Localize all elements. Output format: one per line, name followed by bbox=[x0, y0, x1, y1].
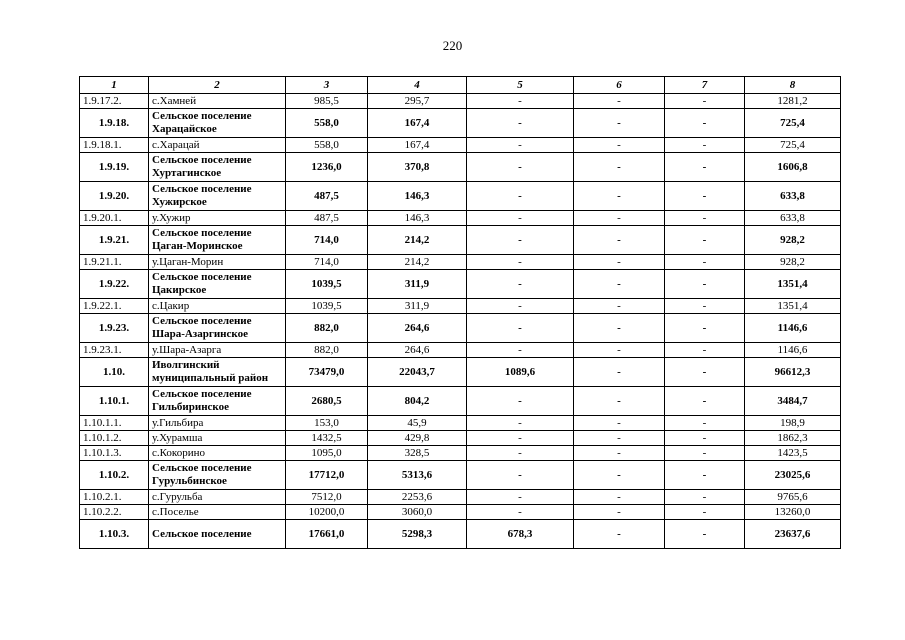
value-cell: - bbox=[665, 109, 745, 138]
table-row bbox=[80, 226, 841, 255]
value-cell: 2253,6 bbox=[368, 490, 467, 505]
value-cell: 558,0 bbox=[286, 109, 368, 138]
value-cell: 558,0 bbox=[286, 138, 368, 153]
value-cell: - bbox=[574, 343, 665, 358]
value-cell: 328,5 bbox=[368, 446, 467, 461]
value-cell: - bbox=[467, 314, 574, 343]
value-cell: 22043,7 bbox=[368, 358, 467, 387]
table-row bbox=[80, 520, 841, 549]
value-cell: - bbox=[574, 94, 665, 109]
value-cell: - bbox=[665, 461, 745, 490]
value-cell: - bbox=[467, 182, 574, 211]
value-cell: 714,0 bbox=[286, 226, 368, 255]
value-cell: - bbox=[665, 446, 745, 461]
row-code-cell: 1.10.1.2. bbox=[80, 431, 149, 446]
value-cell: - bbox=[665, 138, 745, 153]
row-name-cell: Сельское поселение Гильбиринское bbox=[149, 387, 286, 416]
value-cell: - bbox=[665, 490, 745, 505]
row-name-cell: с.Кокорино bbox=[149, 446, 286, 461]
row-name-cell: Сельское поселение Хужирское bbox=[149, 182, 286, 211]
value-cell: 5298,3 bbox=[368, 520, 467, 549]
value-cell: - bbox=[665, 255, 745, 270]
value-cell: 1039,5 bbox=[286, 270, 368, 299]
value-cell: 725,4 bbox=[745, 138, 841, 153]
value-cell: - bbox=[467, 387, 574, 416]
value-cell: - bbox=[574, 416, 665, 431]
row-code-cell: 1.10.2.2. bbox=[80, 505, 149, 520]
value-cell: 3060,0 bbox=[368, 505, 467, 520]
value-cell: 146,3 bbox=[368, 182, 467, 211]
value-cell: 23637,6 bbox=[745, 520, 841, 549]
table-row bbox=[80, 343, 841, 358]
value-cell: 928,2 bbox=[745, 226, 841, 255]
value-cell: 1146,6 bbox=[745, 343, 841, 358]
column-header: 6 bbox=[574, 77, 665, 94]
value-cell: 1095,0 bbox=[286, 446, 368, 461]
value-cell: 167,4 bbox=[368, 109, 467, 138]
value-cell: 2680,5 bbox=[286, 387, 368, 416]
table-row bbox=[80, 153, 841, 182]
value-cell: 882,0 bbox=[286, 343, 368, 358]
row-code-cell: 1.10.2. bbox=[80, 461, 149, 490]
row-code-cell: 1.9.22.1. bbox=[80, 299, 149, 314]
value-cell: 1146,6 bbox=[745, 314, 841, 343]
row-name-cell: с.Поселье bbox=[149, 505, 286, 520]
value-cell: - bbox=[574, 226, 665, 255]
table-row bbox=[80, 387, 841, 416]
value-cell: 214,2 bbox=[368, 226, 467, 255]
value-cell: 153,0 bbox=[286, 416, 368, 431]
value-cell: - bbox=[574, 182, 665, 211]
row-name-cell: Сельское поселение Цакирское bbox=[149, 270, 286, 299]
value-cell: - bbox=[467, 343, 574, 358]
row-name-cell: Иволгинский муниципальный район bbox=[149, 358, 286, 387]
value-cell: - bbox=[467, 416, 574, 431]
row-name-cell: у.Гильбира bbox=[149, 416, 286, 431]
row-name-cell: с.Харацай bbox=[149, 138, 286, 153]
column-header: 2 bbox=[149, 77, 286, 94]
value-cell: - bbox=[665, 416, 745, 431]
value-cell: - bbox=[467, 431, 574, 446]
value-cell: - bbox=[665, 182, 745, 211]
value-cell: 264,6 bbox=[368, 343, 467, 358]
value-cell: 264,6 bbox=[368, 314, 467, 343]
value-cell: 198,9 bbox=[745, 416, 841, 431]
column-header: 5 bbox=[467, 77, 574, 94]
row-code-cell: 1.10. bbox=[80, 358, 149, 387]
table-row bbox=[80, 299, 841, 314]
value-cell: 45,9 bbox=[368, 416, 467, 431]
value-cell: 23025,6 bbox=[745, 461, 841, 490]
row-name-cell: у.Хужир bbox=[149, 211, 286, 226]
column-header: 8 bbox=[745, 77, 841, 94]
row-code-cell: 1.10.2.1. bbox=[80, 490, 149, 505]
value-cell: 311,9 bbox=[368, 270, 467, 299]
table-row bbox=[80, 182, 841, 211]
value-cell: 1089,6 bbox=[467, 358, 574, 387]
value-cell: 633,8 bbox=[745, 211, 841, 226]
value-cell: - bbox=[574, 520, 665, 549]
value-cell: - bbox=[665, 211, 745, 226]
value-cell: - bbox=[665, 387, 745, 416]
table-body bbox=[80, 94, 841, 549]
value-cell: 9765,6 bbox=[745, 490, 841, 505]
page-number: 220 bbox=[442, 38, 463, 53]
value-cell: 167,4 bbox=[368, 138, 467, 153]
row-code-cell: 1.10.1. bbox=[80, 387, 149, 416]
value-cell: - bbox=[467, 270, 574, 299]
value-cell: 1281,2 bbox=[745, 94, 841, 109]
value-cell: - bbox=[574, 446, 665, 461]
table-row bbox=[80, 211, 841, 226]
value-cell: - bbox=[467, 153, 574, 182]
row-code-cell: 1.9.18.1. bbox=[80, 138, 149, 153]
value-cell: - bbox=[665, 226, 745, 255]
value-cell: - bbox=[665, 94, 745, 109]
table-row bbox=[80, 431, 841, 446]
value-cell: - bbox=[665, 520, 745, 549]
table-row bbox=[80, 505, 841, 520]
row-code-cell: 1.9.23. bbox=[80, 314, 149, 343]
row-name-cell: у.Шара-Азарга bbox=[149, 343, 286, 358]
value-cell: - bbox=[467, 446, 574, 461]
row-name-cell: с.Хамней bbox=[149, 94, 286, 109]
value-cell: 714,0 bbox=[286, 255, 368, 270]
value-cell: - bbox=[574, 299, 665, 314]
value-cell: - bbox=[574, 461, 665, 490]
row-name-cell: Сельское поселение bbox=[149, 520, 286, 549]
value-cell: 678,3 bbox=[467, 520, 574, 549]
value-cell: 725,4 bbox=[745, 109, 841, 138]
table-row bbox=[80, 314, 841, 343]
row-code-cell: 1.9.17.2. bbox=[80, 94, 149, 109]
row-name-cell: Сельское поселение Гурульбинское bbox=[149, 461, 286, 490]
value-cell: 1862,3 bbox=[745, 431, 841, 446]
value-cell: - bbox=[665, 314, 745, 343]
value-cell: 1039,5 bbox=[286, 299, 368, 314]
header-row bbox=[80, 77, 841, 94]
value-cell: - bbox=[665, 358, 745, 387]
value-cell: 7512,0 bbox=[286, 490, 368, 505]
value-cell: 882,0 bbox=[286, 314, 368, 343]
value-cell: 5313,6 bbox=[368, 461, 467, 490]
row-code-cell: 1.10.3. bbox=[80, 520, 149, 549]
value-cell: 1236,0 bbox=[286, 153, 368, 182]
row-code-cell: 1.9.20.1. bbox=[80, 211, 149, 226]
value-cell: - bbox=[665, 299, 745, 314]
value-cell: - bbox=[467, 255, 574, 270]
value-cell: - bbox=[467, 94, 574, 109]
value-cell: 633,8 bbox=[745, 182, 841, 211]
value-cell: - bbox=[665, 270, 745, 299]
row-code-cell: 1.9.21. bbox=[80, 226, 149, 255]
value-cell: 311,9 bbox=[368, 299, 467, 314]
value-cell: 3484,7 bbox=[745, 387, 841, 416]
column-header: 4 bbox=[368, 77, 467, 94]
value-cell: 17661,0 bbox=[286, 520, 368, 549]
row-code-cell: 1.9.21.1. bbox=[80, 255, 149, 270]
table-row bbox=[80, 138, 841, 153]
value-cell: - bbox=[467, 138, 574, 153]
value-cell: - bbox=[665, 153, 745, 182]
value-cell: 487,5 bbox=[286, 211, 368, 226]
table-row bbox=[80, 461, 841, 490]
value-cell: 214,2 bbox=[368, 255, 467, 270]
table-row bbox=[80, 416, 841, 431]
row-code-cell: 1.9.20. bbox=[80, 182, 149, 211]
value-cell: - bbox=[467, 226, 574, 255]
row-name-cell: Сельское поселение Хуртагинское bbox=[149, 153, 286, 182]
value-cell: 1423,5 bbox=[745, 446, 841, 461]
value-cell: - bbox=[574, 490, 665, 505]
value-cell: 96612,3 bbox=[745, 358, 841, 387]
value-cell: - bbox=[467, 505, 574, 520]
row-code-cell: 1.9.19. bbox=[80, 153, 149, 182]
value-cell: - bbox=[467, 109, 574, 138]
data-table bbox=[79, 76, 841, 549]
row-name-cell: Сельское поселение Харацайское bbox=[149, 109, 286, 138]
value-cell: - bbox=[665, 431, 745, 446]
row-name-cell: Сельское поселение Цаган-Моринское bbox=[149, 226, 286, 255]
value-cell: 1351,4 bbox=[745, 299, 841, 314]
row-code-cell: 1.9.18. bbox=[80, 109, 149, 138]
value-cell: - bbox=[467, 211, 574, 226]
value-cell: - bbox=[467, 461, 574, 490]
row-code-cell: 1.10.1.1. bbox=[80, 416, 149, 431]
table-row bbox=[80, 255, 841, 270]
value-cell: 13260,0 bbox=[745, 505, 841, 520]
value-cell: 928,2 bbox=[745, 255, 841, 270]
value-cell: 17712,0 bbox=[286, 461, 368, 490]
value-cell: 1351,4 bbox=[745, 270, 841, 299]
value-cell: 1432,5 bbox=[286, 431, 368, 446]
value-cell: - bbox=[467, 299, 574, 314]
table-row bbox=[80, 446, 841, 461]
value-cell: 295,7 bbox=[368, 94, 467, 109]
value-cell: - bbox=[574, 387, 665, 416]
value-cell: 1606,8 bbox=[745, 153, 841, 182]
value-cell: 73479,0 bbox=[286, 358, 368, 387]
table-row bbox=[80, 109, 841, 138]
value-cell: - bbox=[574, 109, 665, 138]
value-cell: 370,8 bbox=[368, 153, 467, 182]
value-cell: 429,8 bbox=[368, 431, 467, 446]
table-row bbox=[80, 490, 841, 505]
value-cell: - bbox=[574, 314, 665, 343]
row-code-cell: 1.10.1.3. bbox=[80, 446, 149, 461]
value-cell: - bbox=[574, 431, 665, 446]
value-cell: - bbox=[574, 138, 665, 153]
column-header: 3 bbox=[286, 77, 368, 94]
value-cell: - bbox=[574, 211, 665, 226]
value-cell: - bbox=[574, 270, 665, 299]
value-cell: - bbox=[574, 255, 665, 270]
table-row bbox=[80, 94, 841, 109]
value-cell: - bbox=[574, 153, 665, 182]
row-code-cell: 1.9.22. bbox=[80, 270, 149, 299]
row-name-cell: у.Хурамша bbox=[149, 431, 286, 446]
row-name-cell: Сельское поселение Шара-Азаргинское bbox=[149, 314, 286, 343]
value-cell: - bbox=[665, 343, 745, 358]
row-name-cell: с.Цакир bbox=[149, 299, 286, 314]
value-cell: 487,5 bbox=[286, 182, 368, 211]
value-cell: 985,5 bbox=[286, 94, 368, 109]
value-cell: - bbox=[574, 358, 665, 387]
value-cell: 10200,0 bbox=[286, 505, 368, 520]
value-cell: - bbox=[574, 505, 665, 520]
row-name-cell: с.Гурульба bbox=[149, 490, 286, 505]
column-header: 7 bbox=[665, 77, 745, 94]
table-row bbox=[80, 358, 841, 387]
row-name-cell: у.Цаган-Морин bbox=[149, 255, 286, 270]
value-cell: 146,3 bbox=[368, 211, 467, 226]
value-cell: - bbox=[467, 490, 574, 505]
value-cell: 804,2 bbox=[368, 387, 467, 416]
table-row bbox=[80, 270, 841, 299]
column-header: 1 bbox=[80, 77, 149, 94]
value-cell: - bbox=[665, 505, 745, 520]
row-code-cell: 1.9.23.1. bbox=[80, 343, 149, 358]
